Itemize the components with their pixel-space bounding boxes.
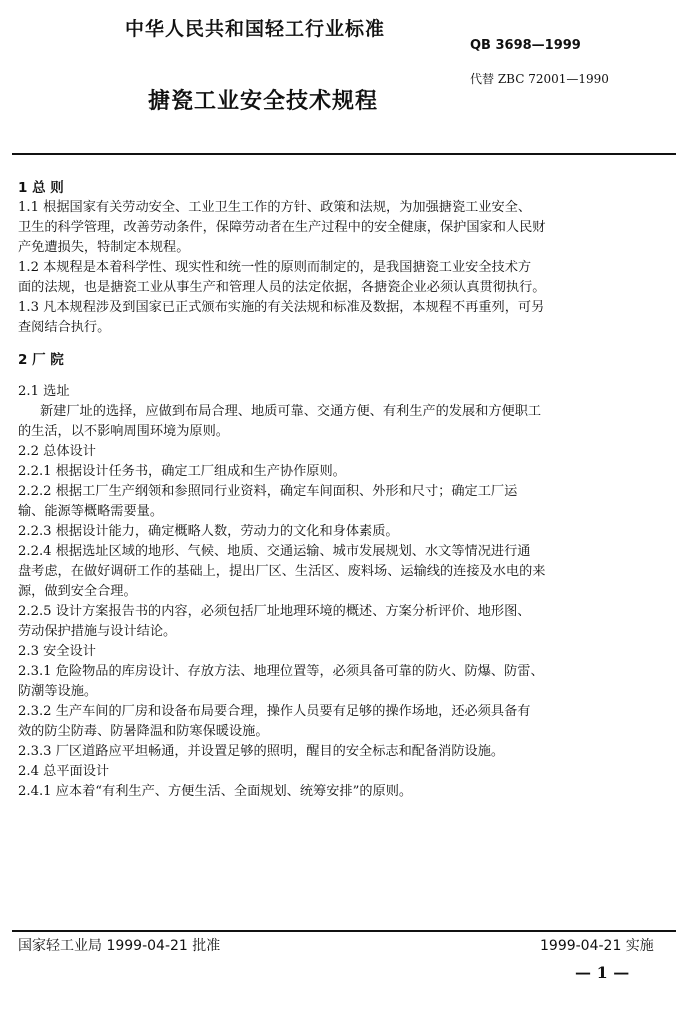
body-line: 1.2 本规程是本着科学性、现实性和统一性的原则而制定的，是我国搪瓷工业安全技术方: [18, 260, 532, 275]
body-line: 新建厂址的选择，应做到布局合理、地质可靠、交通方便、有利生产的发展和方便职工: [40, 404, 542, 419]
subsection-heading: 2.3 安全设计: [18, 644, 96, 659]
body-line: 的生活，以不影响周围环境为原则。: [18, 424, 229, 439]
issued-by: 国家轻工业局 1999-04-21 批准: [18, 938, 221, 954]
footer-divider: [12, 930, 676, 932]
document-title: 搪瓷工业安全技术规程: [148, 89, 379, 114]
body-line: 2.2.4 根据选址区域的地形、气候、地质、交通运输、城市发展规划、水文等情况进行通: [18, 544, 531, 559]
body-line: 2.2.5 设计方案报告书的内容，必须包括厂址地理环境的概述、方案分析评价、地形图、: [18, 604, 531, 619]
section-heading: 1 总 则: [18, 180, 64, 196]
header-divider: [12, 153, 676, 155]
subsection-heading: 2.4 总平面设计: [18, 764, 110, 779]
body-line: 源，做到安全合理。: [18, 584, 137, 599]
body-line: 2.2.2 根据工厂生产纲领和参照同行业资料，确定车间面积、外形和尺寸；确定工厂运: [18, 484, 518, 499]
body-line: 1.1 根据国家有关劳动安全、工业卫生工作的方针、政策和法规，为加强搪瓷工业安全、: [18, 200, 532, 215]
standard-title: 中华人民共和国轻工行业标准: [125, 18, 386, 40]
body-line: 劳动保护措施与设计结论。: [18, 624, 177, 639]
implementation-date: 1999-04-21 实施: [540, 938, 654, 954]
body-line: 2.3.1 危险物品的库房设计、存放方法、地理位置等，必须具备可靠的防火、防爆、防雷、: [18, 664, 544, 679]
section-gap: [18, 338, 666, 350]
section-heading: 2 厂 院: [18, 352, 64, 368]
subsection-heading: 2.1 选址: [18, 384, 70, 399]
section-gap: [18, 370, 666, 382]
body-line: 2.4.1 应本着“有利生产、方便生活、全面规划、统筹安排”的原则。: [18, 784, 413, 799]
body-line: 效的防尘防毒、防暑降温和防寒保暖设施。: [18, 724, 269, 739]
body-line: 查阅结合执行。: [18, 320, 111, 335]
body-line: 2.3.3 厂区道路应平坦畅通，并设置足够的照明，醒目的安全标志和配备消防设施。: [18, 744, 505, 759]
body-line: 2.2.3 根据设计能力，确定概略人数，劳动力的文化和身体素质。: [18, 524, 399, 539]
body-line: 卫生的科学管理，改善劳动条件，保障劳动者在生产过程中的安全健康，保护国家和人民财: [18, 220, 546, 235]
body-line: 防潮等设施。: [18, 684, 98, 699]
body-line: 盘考虑，在做好调研工作的基础上，提出厂区、生活区、废料场、运输线的连接及水电的来: [18, 564, 546, 579]
page-number: — 1 —: [575, 963, 630, 982]
body-line: 产免遭损失，特制定本规程。: [18, 240, 190, 255]
body-line: 2.2.1 根据设计任务书，确定工厂组成和生产协作原则。: [18, 464, 346, 479]
subsection-heading: 2.2 总体设计: [18, 444, 96, 459]
replaces-note: 代替 ZBC 72001—1990: [470, 72, 609, 86]
body-line: 输、能源等概略需要量。: [18, 504, 164, 519]
document-body: [18, 178, 666, 802]
standard-code: QB 3698—1999: [470, 38, 581, 53]
body-line: 1.3 凡本规程涉及到国家已正式颁布实施的有关法规和标准及数据，本规程不再重列，可另: [18, 300, 545, 315]
body-line: 面的法规，也是搪瓷工业从事生产和管理人员的法定依据，各搪瓷企业必须认真贯彻执行。: [18, 280, 546, 295]
body-line: 2.3.2 生产车间的厂房和设备布局要合理，操作人员要有足够的操作场地，还必须具备有: [18, 704, 531, 719]
